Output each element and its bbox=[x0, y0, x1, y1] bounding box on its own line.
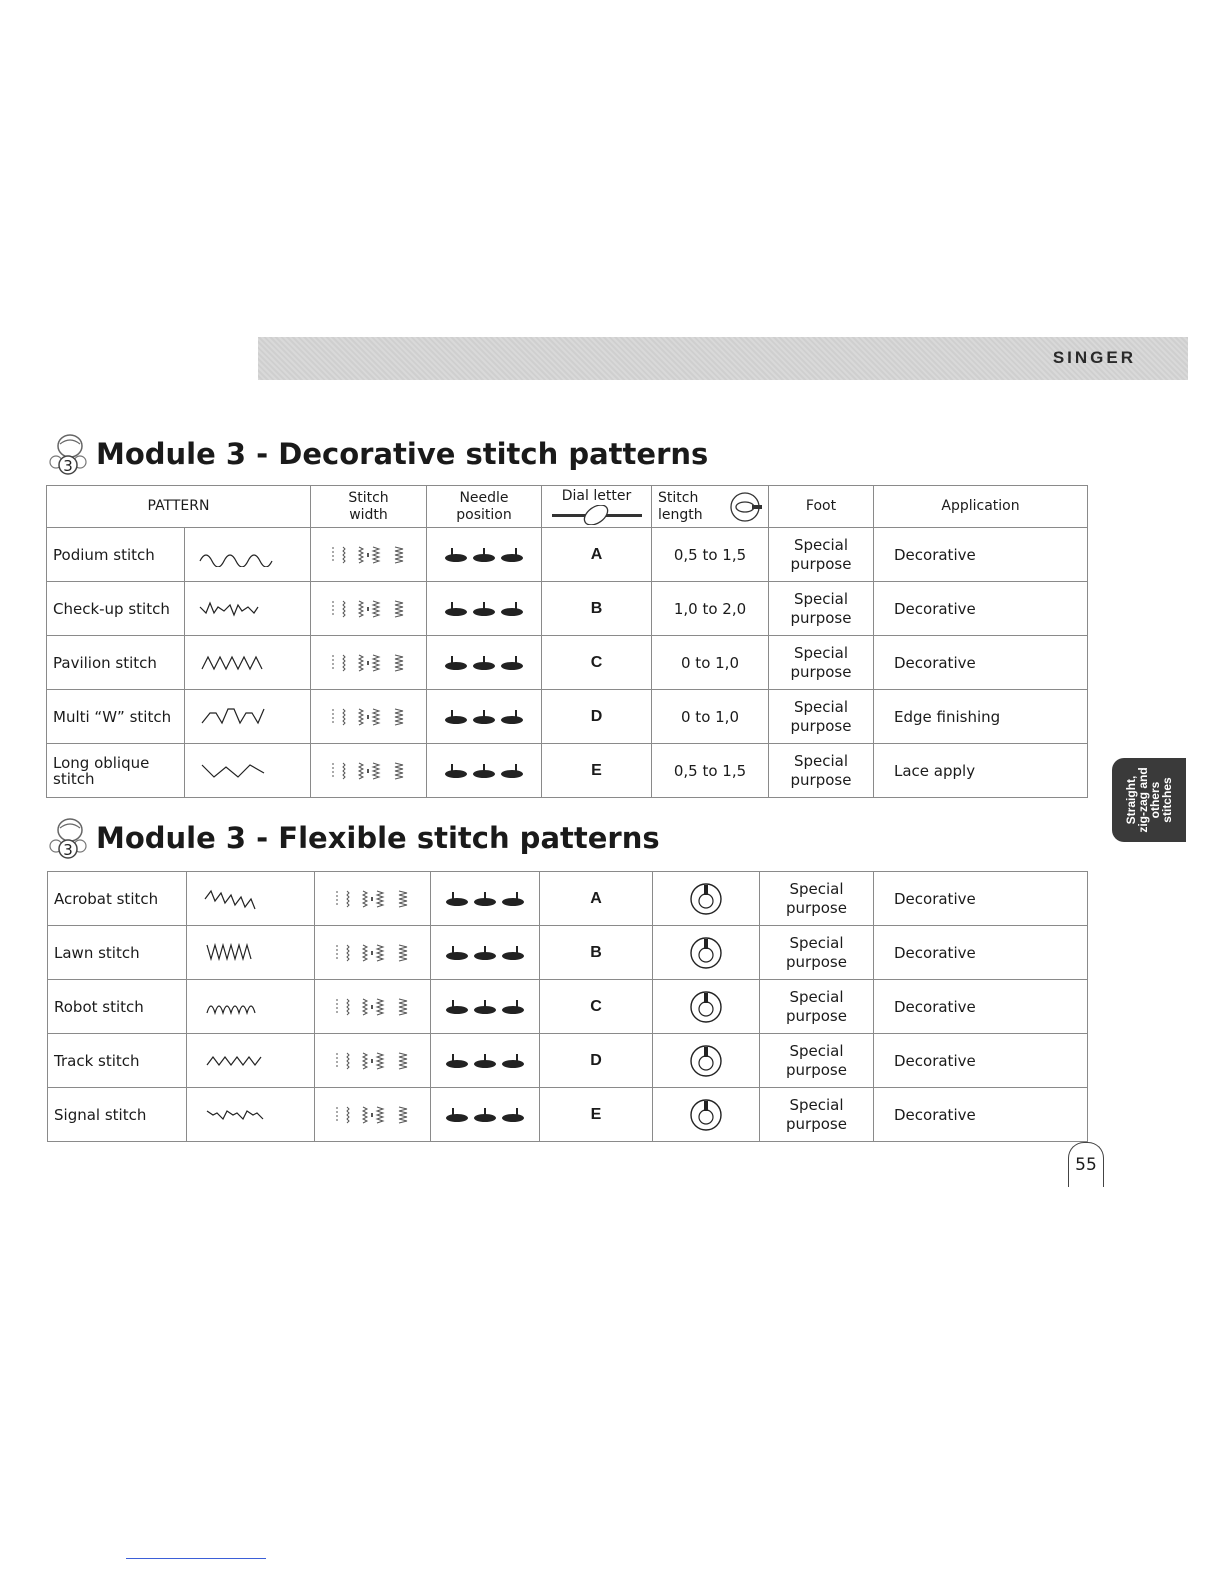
header-needle-position: Needle position bbox=[427, 486, 542, 528]
stitch-width-cell bbox=[311, 528, 427, 582]
brand-logo: SINGER bbox=[1052, 348, 1136, 367]
section-title-decorative bbox=[48, 432, 708, 476]
table-row bbox=[47, 528, 1088, 582]
needle-position-icon bbox=[442, 653, 526, 673]
stitch-width-cell bbox=[311, 744, 427, 798]
needle-position-icon bbox=[443, 1105, 527, 1125]
application-cell: Decorative bbox=[874, 872, 1088, 926]
dial-letter-cell: E bbox=[542, 744, 652, 798]
svg-text:3: 3 bbox=[63, 841, 73, 859]
needle-position-cell bbox=[427, 690, 542, 744]
table-row bbox=[47, 636, 1088, 690]
stitch-width-icon bbox=[331, 996, 415, 1018]
stitch-length-cell: 0 to 1,0 bbox=[652, 690, 769, 744]
stitch-length-cell bbox=[653, 980, 760, 1034]
table-row bbox=[48, 872, 1088, 926]
stitch-width-icon bbox=[327, 760, 411, 782]
application-cell: Edge finishing bbox=[874, 690, 1088, 744]
foot-cell: Special purpose bbox=[769, 582, 874, 636]
stitch-width-icon bbox=[327, 706, 411, 728]
stitch-length-cell: 0 to 1,0 bbox=[652, 636, 769, 690]
stitch-length-cell bbox=[653, 1088, 760, 1142]
stitch-width-cell bbox=[315, 1088, 431, 1142]
pattern-graphic bbox=[185, 528, 311, 582]
needle-position-icon bbox=[442, 761, 526, 781]
pattern-name: Pavilion stitch bbox=[47, 636, 185, 690]
header-stitch-length: Stitch length bbox=[652, 486, 769, 528]
decorative-stitch-table bbox=[46, 485, 1088, 798]
application-cell: Lace apply bbox=[874, 744, 1088, 798]
stitch-pattern-icon bbox=[201, 887, 301, 911]
header-foot: Foot bbox=[769, 486, 874, 528]
pattern-graphic bbox=[185, 690, 311, 744]
pattern-name: Long oblique stitch bbox=[47, 744, 185, 798]
pattern-name: Robot stitch bbox=[48, 980, 187, 1034]
stitch-width-cell bbox=[315, 980, 431, 1034]
needle-position-cell bbox=[431, 980, 540, 1034]
dial-letter-cell: B bbox=[542, 582, 652, 636]
table-row bbox=[47, 690, 1088, 744]
stitch-width-icon bbox=[327, 544, 411, 566]
pattern-graphic bbox=[187, 1034, 315, 1088]
stitch-length-cell bbox=[653, 1034, 760, 1088]
section-title-text: Module 3 - Flexible stitch patterns bbox=[96, 821, 660, 855]
stitch-length-dial-icon bbox=[730, 491, 762, 523]
stitch-pattern-icon bbox=[201, 1049, 301, 1073]
flexible-setting-icon bbox=[688, 1097, 724, 1133]
bobbin-module-icon bbox=[48, 816, 88, 860]
stitch-width-cell bbox=[315, 1034, 431, 1088]
application-cell: Decorative bbox=[874, 528, 1088, 582]
header-pattern: PATTERN bbox=[47, 486, 311, 528]
table-row bbox=[48, 1034, 1088, 1088]
table-header-row bbox=[47, 486, 1088, 528]
dial-letter-cell: C bbox=[540, 980, 653, 1034]
footer-link-underline[interactable] bbox=[126, 1558, 266, 1559]
application-cell: Decorative bbox=[874, 582, 1088, 636]
stitch-width-cell bbox=[315, 926, 431, 980]
section-title-text: Module 3 - Decorative stitch patterns bbox=[96, 437, 709, 471]
needle-position-cell bbox=[427, 528, 542, 582]
pattern-graphic bbox=[185, 636, 311, 690]
svg-text:3: 3 bbox=[63, 457, 73, 475]
foot-cell: Special purpose bbox=[760, 1088, 874, 1142]
stitch-length-cell: 1,0 to 2,0 bbox=[652, 582, 769, 636]
stitch-width-cell bbox=[311, 636, 427, 690]
dial-letter-cell: C bbox=[542, 636, 652, 690]
stitch-pattern-icon bbox=[201, 1103, 301, 1127]
pattern-graphic bbox=[185, 582, 311, 636]
foot-cell: Special purpose bbox=[760, 926, 874, 980]
header-stitch-width: Stitch width bbox=[311, 486, 427, 528]
foot-cell: Special purpose bbox=[760, 872, 874, 926]
flexible-stitch-table bbox=[47, 871, 1088, 1142]
stitch-length-cell: 0,5 to 1,5 bbox=[652, 528, 769, 582]
pattern-graphic bbox=[187, 980, 315, 1034]
pattern-name: Track stitch bbox=[48, 1034, 187, 1088]
pattern-graphic bbox=[187, 872, 315, 926]
stitch-width-cell bbox=[311, 582, 427, 636]
application-cell: Decorative bbox=[874, 1088, 1088, 1142]
pattern-graphic bbox=[187, 926, 315, 980]
section-title-flexible bbox=[48, 816, 660, 860]
stitch-width-icon bbox=[331, 942, 415, 964]
table-row bbox=[48, 926, 1088, 980]
flexible-setting-icon bbox=[688, 881, 724, 917]
stitch-pattern-icon bbox=[201, 941, 301, 965]
stitch-width-cell bbox=[315, 872, 431, 926]
dial-letter-cell: A bbox=[540, 872, 653, 926]
foot-cell: Special purpose bbox=[769, 528, 874, 582]
pattern-name: Check-up stitch bbox=[47, 582, 185, 636]
foot-cell: Special purpose bbox=[769, 744, 874, 798]
table-row bbox=[47, 582, 1088, 636]
flexible-setting-icon bbox=[688, 989, 724, 1025]
needle-position-cell bbox=[427, 582, 542, 636]
chapter-side-tab: Straight, zig-zag and others stitches bbox=[1112, 758, 1186, 842]
needle-position-cell bbox=[431, 1088, 540, 1142]
application-cell: Decorative bbox=[874, 1034, 1088, 1088]
header-dial-letter: Dial letter bbox=[542, 486, 652, 528]
page-number: 55 bbox=[1068, 1142, 1104, 1187]
needle-position-icon bbox=[442, 707, 526, 727]
stitch-pattern-icon bbox=[198, 651, 298, 675]
stitch-width-cell bbox=[311, 690, 427, 744]
pattern-graphic bbox=[185, 744, 311, 798]
flexible-setting-icon bbox=[688, 1043, 724, 1079]
header-application: Application bbox=[874, 486, 1088, 528]
stitch-pattern-icon bbox=[198, 759, 298, 783]
foot-cell: Special purpose bbox=[769, 690, 874, 744]
stitch-length-cell: 0,5 to 1,5 bbox=[652, 744, 769, 798]
needle-position-icon bbox=[443, 943, 527, 963]
pattern-name: Lawn stitch bbox=[48, 926, 187, 980]
pattern-graphic bbox=[187, 1088, 315, 1142]
dial-letter-cell: A bbox=[542, 528, 652, 582]
stitch-pattern-icon bbox=[198, 543, 298, 567]
flexible-setting-icon bbox=[688, 935, 724, 971]
pattern-name: Acrobat stitch bbox=[48, 872, 187, 926]
foot-cell: Special purpose bbox=[769, 636, 874, 690]
needle-position-icon bbox=[442, 599, 526, 619]
pattern-name: Signal stitch bbox=[48, 1088, 187, 1142]
dial-letter-cell: D bbox=[540, 1034, 653, 1088]
foot-cell: Special purpose bbox=[760, 980, 874, 1034]
application-cell: Decorative bbox=[874, 636, 1088, 690]
pattern-name: Podium stitch bbox=[47, 528, 185, 582]
dial-letter-cell: D bbox=[542, 690, 652, 744]
needle-position-cell bbox=[431, 872, 540, 926]
bobbin-module-icon bbox=[48, 432, 88, 476]
stitch-width-icon bbox=[331, 1050, 415, 1072]
header-band bbox=[258, 337, 1188, 380]
needle-position-icon bbox=[443, 997, 527, 1017]
stitch-width-icon bbox=[327, 598, 411, 620]
dial-letter-cell: E bbox=[540, 1088, 653, 1142]
application-cell: Decorative bbox=[874, 926, 1088, 980]
stitch-width-icon bbox=[327, 652, 411, 674]
pattern-name: Multi “W” stitch bbox=[47, 690, 185, 744]
stitch-width-icon bbox=[331, 1104, 415, 1126]
needle-position-icon bbox=[443, 889, 527, 909]
needle-position-cell bbox=[427, 744, 542, 798]
needle-position-icon bbox=[443, 1051, 527, 1071]
stitch-width-icon bbox=[331, 888, 415, 910]
stitch-pattern-icon bbox=[198, 705, 298, 729]
stitch-pattern-icon bbox=[198, 597, 298, 621]
stitch-pattern-icon bbox=[201, 995, 301, 1019]
stitch-length-cell bbox=[653, 872, 760, 926]
foot-cell: Special purpose bbox=[760, 1034, 874, 1088]
needle-position-cell bbox=[431, 926, 540, 980]
needle-position-cell bbox=[431, 1034, 540, 1088]
dial-icon bbox=[552, 505, 642, 525]
needle-position-cell bbox=[427, 636, 542, 690]
table-row bbox=[47, 744, 1088, 798]
application-cell: Decorative bbox=[874, 980, 1088, 1034]
dial-letter-cell: B bbox=[540, 926, 653, 980]
table-row bbox=[48, 1088, 1088, 1142]
stitch-length-cell bbox=[653, 926, 760, 980]
needle-position-icon bbox=[442, 545, 526, 565]
table-row bbox=[48, 980, 1088, 1034]
